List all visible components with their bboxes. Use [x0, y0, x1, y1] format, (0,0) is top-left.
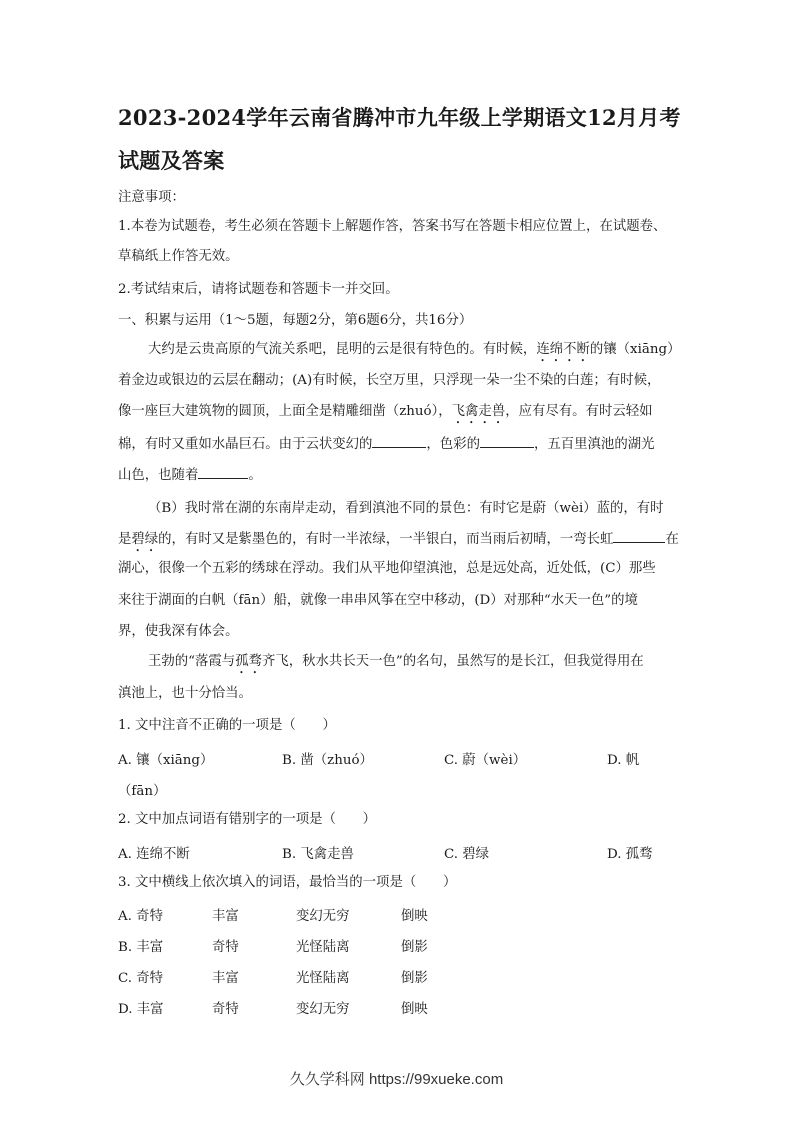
question-2-option-a: A. 连绵不断	[118, 847, 190, 862]
question-1-option-c: C. 蔚（wèi）	[444, 753, 527, 768]
question-3-option-d-word: 奇特	[212, 1002, 239, 1017]
fill-blank	[372, 434, 426, 448]
question-3-option-b-word: 奇特	[212, 940, 239, 955]
section-heading: 一、积累与运用（1～5题，每题2分，第6题6分，共16分）	[118, 313, 473, 328]
question-3-option-c-word: 光怪陆离	[296, 971, 350, 986]
question-3-stem: 3. 文中横线上依次填入的词语，最恰当的一项是（ ）	[118, 875, 457, 890]
question-3-option-a: A. 奇特	[118, 909, 163, 924]
notice-item-1-cont: 草稿纸上作答无效。	[118, 249, 239, 264]
passage-line: 滇池上，也十分恰当。	[118, 686, 252, 701]
notice-item-1: 1.本卷为试题卷，考生必须在答题卡上解题作答，答案书写在答题卡相应位置上，在试题卷、	[118, 219, 667, 234]
question-1-option-d: D. 帆	[607, 753, 640, 768]
question-3-option-d: D. 丰富	[118, 1002, 164, 1017]
passage-line: 湖心，很像一个五彩的绣球在浮动。我们从平地仰望滇池，总是远处高，近处低，(C）那些	[118, 561, 656, 576]
question-3-option-a-word: 变幻无穷	[296, 909, 350, 924]
question-2-stem: 2. 文中加点词语有错别字的一项是（ ）	[118, 812, 377, 827]
question-3-option-a-word: 倒映	[401, 909, 428, 924]
question-2-option-d: D. 孤骛	[607, 847, 653, 862]
passage-line: 着金边或银边的云层在翻动；(A)有时候，长空万里，只浮现一朵一尘不染的白莲；有时候，	[118, 373, 661, 388]
fill-blank	[613, 529, 665, 543]
question-1-stem: 1. 文中注音不正确的一项是（ ）	[118, 718, 336, 733]
question-3-option-c: C. 奇特	[118, 971, 164, 986]
question-3-option-b-word: 倒影	[401, 940, 428, 955]
dotted-word: 连绵不断	[536, 342, 590, 357]
passage-line: 山色，也随着 。	[118, 465, 262, 485]
question-3-option-c-word: 倒影	[401, 971, 428, 986]
question-1-option-d-cont: （fān）	[118, 784, 167, 799]
question-3-option-b-word: 光怪陆离	[296, 940, 350, 955]
fill-blank	[480, 434, 534, 448]
passage-line: 棉，有时又重如水晶巨石。由于云状变幻的 ，色彩的 ，五百里滇池的湖光	[118, 434, 655, 454]
question-1-option-b: B. 凿（zhuó）	[282, 753, 373, 768]
dotted-word: 碧绿	[131, 532, 159, 547]
passage-line: 像一座巨大建筑物的圆顶，上面全是精雕细凿（zhuó），飞禽走兽，应有尽有。有时云轻如	[118, 404, 653, 419]
question-3-option-c-word: 丰富	[212, 971, 239, 986]
passage-line: 界，使我深有体会。	[118, 624, 239, 639]
passage-line: 大约是云贵高原的气流关系吧，昆明的云是很有特色的。有时候，连绵不断的镶（xiāng）	[148, 342, 681, 357]
dotted-word: 孤骛	[235, 654, 262, 669]
document-title-line-2: 试题及答案	[118, 148, 225, 173]
fill-blank	[198, 465, 248, 479]
question-2-option-c: C. 碧绿	[444, 847, 490, 862]
passage-line: 王勃的“落霞与孤骛齐飞，秋水共长天一色”的名句，虽然写的是长江，但我觉得用在	[148, 654, 644, 669]
question-3-option-d-word: 变幻无穷	[296, 1002, 350, 1017]
document-title-line-1: 2023-2024学年云南省腾冲市九年级上学期语文12月月考	[118, 105, 681, 130]
page-footer-watermark: 久久学科网 https://99xueke.com	[289, 1071, 504, 1088]
question-1-option-a: A. 镶（xiāng）	[118, 753, 214, 768]
notice-item-2: 2.考试结束后，请将试题卷和答题卡一并交回。	[118, 282, 399, 297]
question-3-option-b: B. 丰富	[118, 940, 164, 955]
question-2-option-b: B. 飞禽走兽	[282, 847, 354, 862]
passage-line: （B）我时常在湖的东南岸走动，看到滇池不同的景色：有时它是蔚（wèi）蓝的，有时	[148, 501, 664, 516]
passage-line: 来往于湖面的白帆（fān）船，就像一串串风筝在空中移动，(D）对那种“水天一色”的境	[118, 593, 638, 608]
question-3-option-d-word: 倒映	[401, 1002, 428, 1017]
question-3-option-a-word: 丰富	[212, 909, 239, 924]
notice-heading: 注意事项：	[118, 190, 185, 205]
dotted-word: 飞禽走兽	[451, 404, 506, 419]
passage-line: 是碧绿的，有时又是紫墨色的，有时一半浓绿，一半银白，而当雨后初晴，一弯长虹 在	[118, 529, 679, 555]
